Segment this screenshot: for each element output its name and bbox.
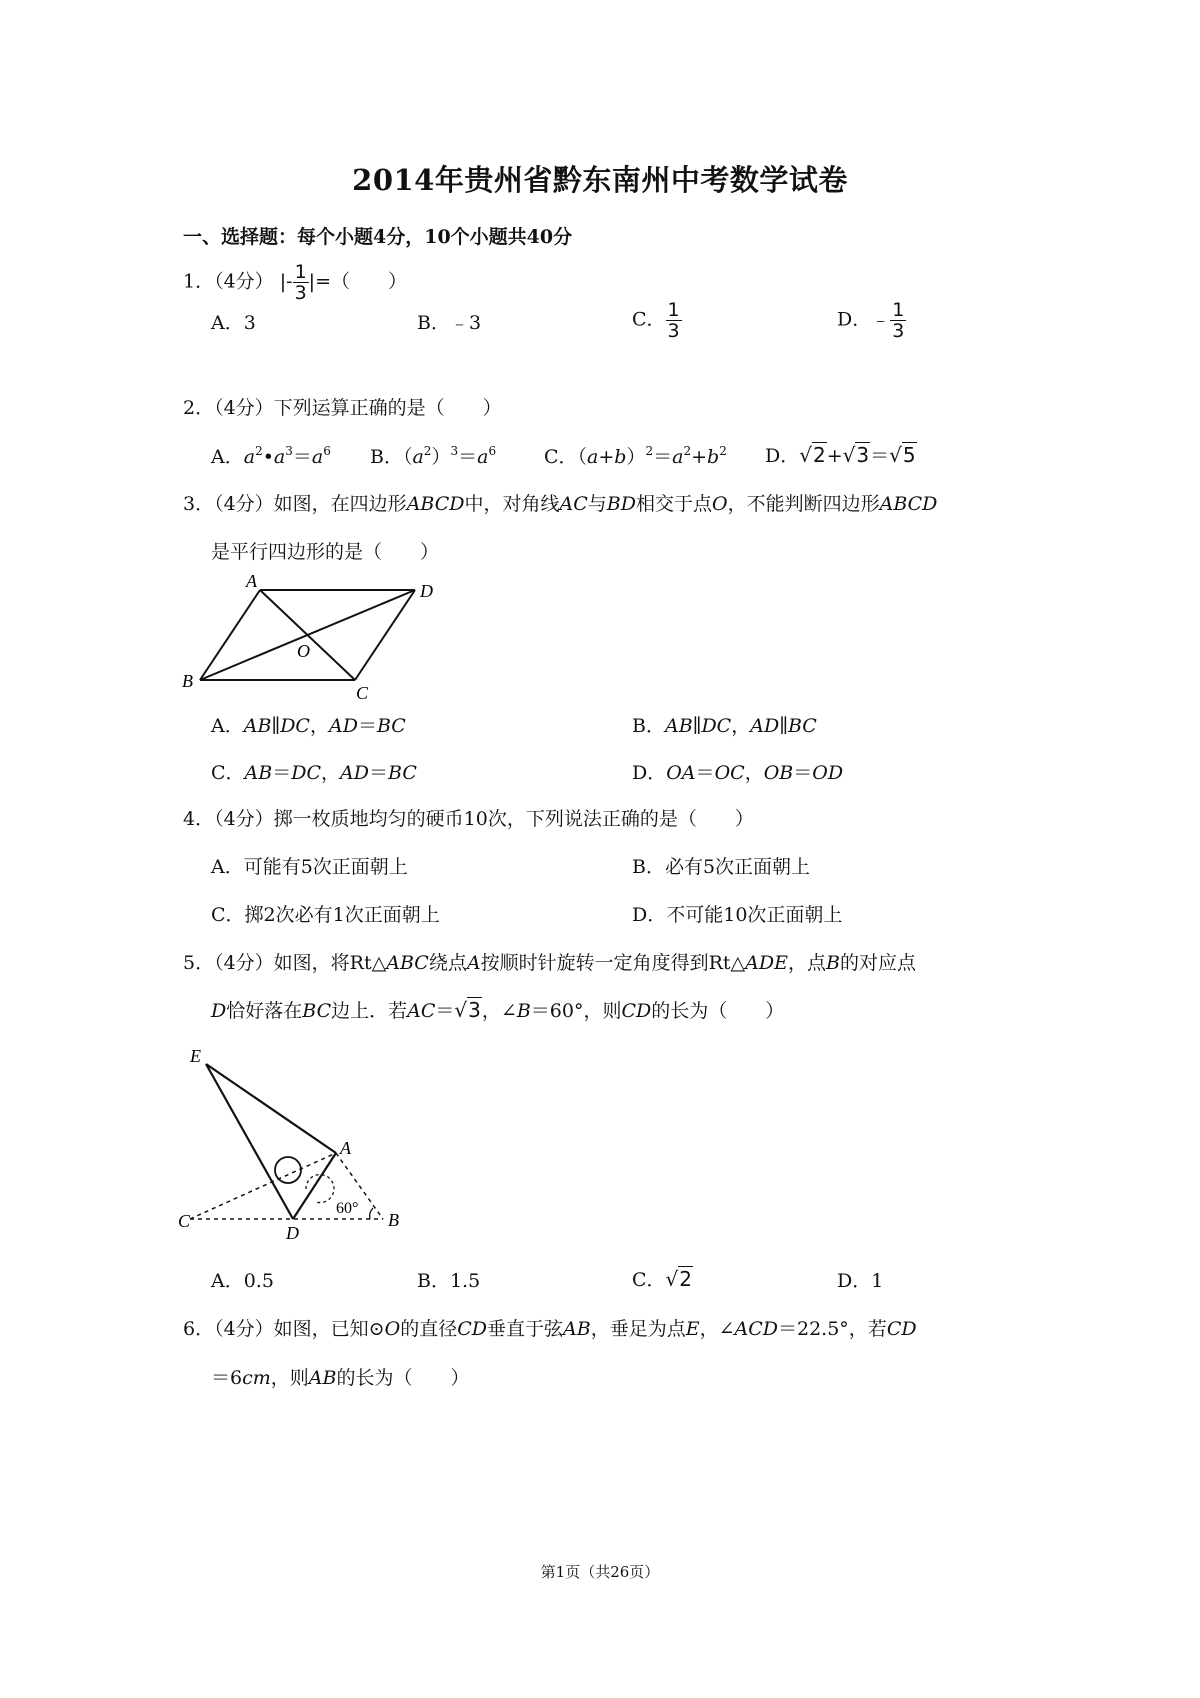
section-heading: 一、选择题：每个小题4分，10个小题共40分 — [183, 226, 573, 248]
q2-option-c[interactable]: C．$(a+b)^2=a^2+b^2$ — [544, 444, 727, 468]
label-E: E — [190, 1046, 201, 1066]
question-3-stem-line1: 3．（4分）如图，在四边形ABCD中，对角线AC与BD相交于点O，不能判断四边形ABCD — [183, 493, 938, 515]
q2-option-b[interactable]: B．$(a^2)^3=a^6$ — [370, 444, 497, 468]
q2-option-d[interactable]: D．√2+√3＝√5 — [765, 443, 916, 467]
fraction: $\frac{1}{3}$ — [294, 261, 307, 304]
parallelogram-figure — [180, 575, 450, 705]
question-1-stem: 1．（4分） |- $\frac{1}{3}$ |=（ ） — [183, 261, 407, 304]
q5-option-a[interactable]: A．0.5 — [211, 1270, 274, 1292]
question-6-stem-line2: ＝6cm，则AB的长为（ ） — [211, 1367, 470, 1389]
label-B: B — [182, 671, 193, 691]
question-3-stem-line2: 是平行四边形的是（ ） — [211, 541, 440, 563]
q4-option-d[interactable]: D．不可能10次正面朝上 — [632, 904, 843, 926]
label-A: A — [246, 575, 257, 591]
q3-option-d[interactable]: D．OA＝OC，OB＝OD — [632, 762, 844, 784]
right-angle-mark — [275, 1157, 301, 1183]
q4-option-b[interactable]: B．必有5次正面朝上 — [632, 856, 811, 878]
sqrt: √2 — [799, 443, 826, 467]
q3-option-a[interactable]: A．AB∥DC，AD＝BC — [211, 715, 406, 737]
page-title: 2014年贵州省黔东南州中考数学试卷 — [352, 163, 848, 197]
label-C: C — [356, 683, 369, 703]
question-5-stem-line2: D恰好落在BC边上．若AC＝√3，∠B＝60°，则CD的长为（ ） — [211, 998, 785, 1022]
rotated-triangle-figure — [178, 1040, 418, 1240]
q1-option-b[interactable]: B．﹣3 — [417, 312, 482, 334]
question-5-stem-line1: 5．（4分）如图，将Rt△ABC绕点A按顺时针旋转一定角度得到Rt△ADE，点B的对应点 — [183, 952, 916, 974]
q4-option-a[interactable]: A．可能有5次正面朝上 — [211, 856, 408, 878]
label-A: A — [340, 1138, 351, 1158]
angle-label: 60° — [336, 1200, 359, 1217]
label-D: D — [420, 581, 433, 601]
q3-option-c[interactable]: C．AB＝DC，AD＝BC — [211, 762, 417, 784]
label-O: O — [297, 641, 310, 661]
triangle-ade — [206, 1064, 336, 1219]
question-4-stem: 4．（4分）掷一枚质地均匀的硬币10次，下列说法正确的是（ ） — [183, 808, 754, 830]
question-6-stem-line1: 6．（4分）如图，已知⊙O的直径CD垂直于弦AB，垂足为点E，∠ACD＝22.5°，若CD — [183, 1318, 917, 1340]
question-2-stem: 2．（4分）下列运算正确的是（ ） — [183, 397, 502, 419]
page-footer: 第1页（共26页） — [540, 1563, 660, 1581]
q1-option-c[interactable]: C． $\frac{1}{3}$ — [632, 299, 680, 342]
label-C: C — [178, 1211, 191, 1231]
q5-option-b[interactable]: B．1.5 — [417, 1270, 481, 1292]
q4-option-c[interactable]: C．掷2次必有1次正面朝上 — [211, 904, 440, 926]
q3-option-b[interactable]: B．AB∥DC，AD∥BC — [632, 715, 817, 737]
q1-option-a[interactable]: A．3 — [211, 312, 256, 334]
angle-b-arc — [370, 1208, 373, 1219]
q5-option-d[interactable]: D．1 — [837, 1270, 884, 1292]
label-B: B — [388, 1210, 399, 1230]
label-D: D — [286, 1223, 299, 1240]
q1-option-d[interactable]: D．﹣ $\frac{1}{3}$ — [837, 299, 905, 342]
parallelogram-lines — [200, 590, 415, 680]
q2-option-a[interactable]: A．$a^2•a^3=a^6$ — [211, 444, 331, 468]
q5-option-c[interactable]: C．√2 — [632, 1267, 693, 1291]
